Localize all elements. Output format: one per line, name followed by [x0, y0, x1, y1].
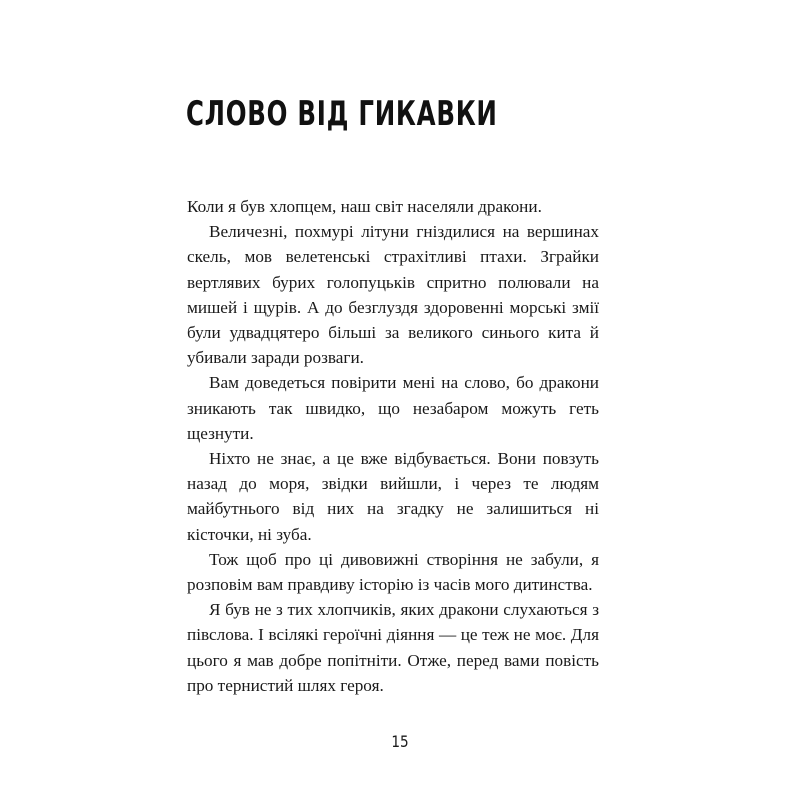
paragraph-2: Величезні, похмурі літуни гніздилися на вершинах скель, мов велетенські страхітливі птахи. Зграйки вертлявих бурих голопуцьків спритно полювали на мишей і щурів. А до безглуздя здоровенні морські змії були удвадцятеро більші за великого синього кита й убивали заради розваги. [187, 222, 599, 368]
paragraph-4: Ніхто не знає, а це вже відбувається. Вони повзуть назад до моря, звідки вийшли, і через те людям майбутнього від них на згадку не залишиться ні кісточки, ні зуба. [187, 449, 599, 544]
chapter-title: СЛОВО ВІД ГИКАВКИ [186, 94, 498, 134]
paragraph-3: Вам доведеться повірити мені на слово, бо дракони зникають так швидко, що незабаром можуть геть щезнути. [187, 373, 599, 443]
page-number: 15 [391, 732, 409, 751]
body-text [187, 194, 599, 698]
paragraph-1: Коли я був хлопцем, наш світ населяли дракони. [187, 197, 542, 216]
paragraph-6: Я був не з тих хлопчиків, яких дракони слухаються з півслова. І всілякі героїчні діяння — це теж не моє. Для цього я мав добре попітніти. Отже, перед вами повість про тернистий шлях героя. [187, 600, 599, 695]
paragraph-5: Тож щоб про ці дивовижні створіння не забули, я розповім вам правдиву історію із часів мого дитинства. [187, 549, 599, 595]
